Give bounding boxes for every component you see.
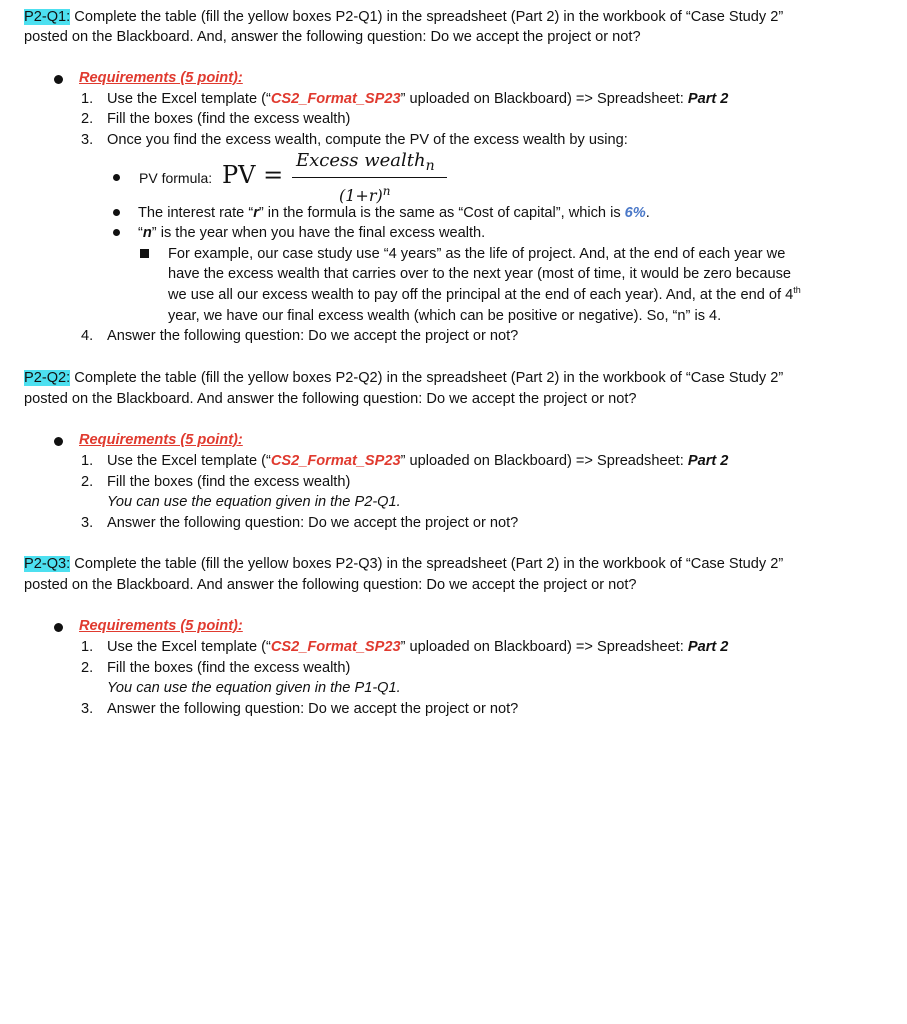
pv-formula-numerator: Excess wealth$_n$ xyxy=(296,150,435,174)
q3-heading-line2: posted on the Blackboard. And answer the following question: Do we accept the project or not? xyxy=(24,577,637,593)
q1-template-filename: CS2_Format_SP23 xyxy=(270,91,401,107)
q1-heading-line2: posted on the Blackboard. And, answer the following question: Do we accept the project or not? xyxy=(24,29,641,45)
q2-item-2: Fill the boxes (find the excess wealth) xyxy=(107,474,351,490)
example-line-1: For example, our case study use “4 years” as the life of project. And, at the end of each year we xyxy=(168,246,786,262)
q2-item-1-number: 1. xyxy=(81,453,94,469)
example-line-4: year, we have our final excess wealth (which can be positive or negative). So, “n” is 4. xyxy=(168,308,722,324)
q3-item-2-number: 2. xyxy=(81,660,94,676)
q2-note: You can use the equation given in the P2-Q1. xyxy=(107,494,401,510)
q2-requirements-link[interactable]: Requirements (5 point): xyxy=(79,432,243,448)
q3-item-1: Use the Excel template (“CS2_Format_SP23” uploaded on Blackboard) => Spreadsheet: Part 2 xyxy=(107,639,729,655)
q3-label: P2-Q3: xyxy=(24,556,71,572)
pv-formula-lhs: PV = xyxy=(222,161,284,189)
q1-item-4: Answer the following question: Do we accept the project or not? xyxy=(107,328,519,344)
square-bullet-icon xyxy=(140,249,149,258)
cost-of-capital-value: 6% xyxy=(624,205,646,221)
bullet-icon xyxy=(54,437,63,446)
q2-heading-line1: P2-Q2: Complete the table (fill the yellow boxes P2-Q2) in the spreadsheet (Part 2) in the workbook of “Case Study 2” xyxy=(24,370,784,386)
q2-item-3-number: 3. xyxy=(81,515,94,531)
q3-item-3: Answer the following question: Do we accept the project or not? xyxy=(107,701,519,717)
q1-heading-line1: P2-Q1: Complete the table (fill the yellow boxes P2-Q1) in the spreadsheet (Part 2) in the workbook of “Case Study 2” xyxy=(24,9,784,25)
q3-item-3-number: 3. xyxy=(81,701,94,717)
q1-item-1: Use the Excel template (“CS2_Format_SP23” uploaded on Blackboard) => Spreadsheet: Part 2 xyxy=(107,91,729,107)
q1-item-3: Once you find the excess wealth, compute the PV of the excess wealth by using: xyxy=(107,132,628,148)
n-definition: “n” is the year when you have the final excess wealth. xyxy=(138,225,486,241)
q1-item-3-number: 3. xyxy=(81,132,94,148)
q2-heading-line2: posted on the Blackboard. And answer the following question: Do we accept the project or not? xyxy=(24,391,637,407)
q1-label: P2-Q1: xyxy=(24,9,71,25)
q3-template-filename: CS2_Format_SP23 xyxy=(270,639,401,655)
bullet-icon xyxy=(54,75,63,84)
q1-requirements-link[interactable]: Requirements (5 point): xyxy=(79,70,243,86)
example-line-2: have the excess wealth that carries over to the next year (most of time, it would be zero because xyxy=(168,266,791,282)
q1-part-label: Part 2 xyxy=(687,91,729,107)
q1-item-2: Fill the boxes (find the excess wealth) xyxy=(107,111,351,127)
bullet-icon xyxy=(113,174,120,181)
bullet-icon xyxy=(113,229,120,236)
q3-heading-line1: P2-Q3: Complete the table (fill the yellow boxes P2-Q3) in the spreadsheet (Part 2) in the workbook of “Case Study 2” xyxy=(24,556,784,572)
q1-item-4-number: 4. xyxy=(81,328,94,344)
pv-formula-denominator: $(1+r)^n$ xyxy=(339,184,391,205)
q3-item-1-number: 1. xyxy=(81,639,94,655)
q2-label: P2-Q2: xyxy=(24,370,71,386)
q2-item-1: Use the Excel template (“CS2_Format_SP23” uploaded on Blackboard) => Spreadsheet: Part 2 xyxy=(107,453,729,469)
bullet-icon xyxy=(54,623,63,632)
q2-item-3: Answer the following question: Do we accept the project or not? xyxy=(107,515,519,531)
fraction-bar xyxy=(292,177,447,178)
example-line-3: we use all our excess wealth to pay off the principal at the end of each year). And, at the end of 4th xyxy=(168,285,801,303)
q3-item-2: Fill the boxes (find the excess wealth) xyxy=(107,660,351,676)
q2-template-filename: CS2_Format_SP23 xyxy=(270,453,401,469)
q1-item-1-number: 1. xyxy=(81,91,94,107)
bullet-icon xyxy=(113,209,120,216)
interest-rate-note: The interest rate “r” in the formula is the same as “Cost of capital”, which is 6%. xyxy=(138,205,650,221)
q3-requirements-link[interactable]: Requirements (5 point): xyxy=(79,618,243,634)
q3-note: You can use the equation given in the P1-Q1. xyxy=(107,680,401,696)
q2-item-2-number: 2. xyxy=(81,474,94,490)
q1-item-2-number: 2. xyxy=(81,111,94,127)
pv-formula-label: PV formula: xyxy=(139,170,213,186)
